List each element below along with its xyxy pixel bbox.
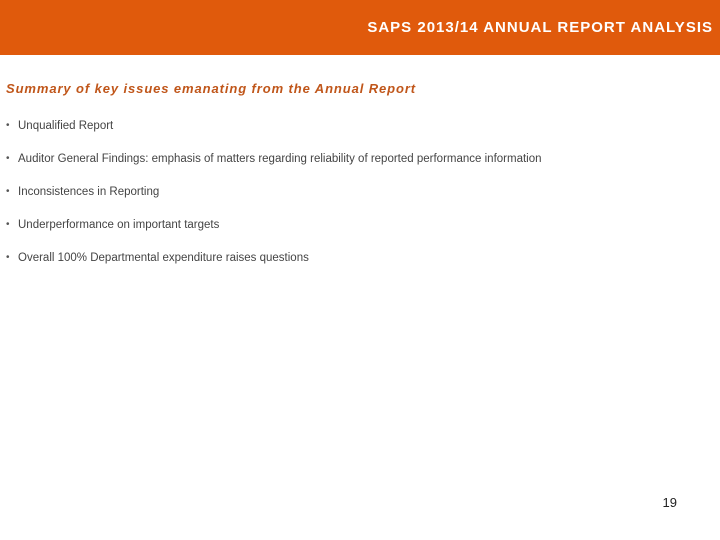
list-item-text: Unqualified Report (18, 120, 114, 132)
bullet-icon: • (6, 219, 10, 230)
list-item (6, 120, 706, 153)
bullet-icon: • (6, 252, 10, 263)
list-item (6, 252, 706, 285)
bullet-icon: • (6, 186, 10, 197)
list-item-text: Overall 100% Departmental expenditure raises questions (18, 252, 309, 264)
slide-title: SAPS 2013/14 ANNUAL REPORT ANALYSIS (367, 19, 713, 36)
list-item-text: Underperformance on important targets (18, 219, 220, 231)
list-item (6, 219, 706, 252)
list-item (6, 186, 706, 219)
slide-subtitle: Summary of key issues emanating from the Annual Report (6, 81, 417, 96)
bullet-icon: • (6, 120, 10, 131)
list-item-text: Auditor General Findings: emphasis of matters regarding reliability of reported performance information (18, 153, 542, 165)
list-item (6, 153, 706, 186)
key-issues-list (6, 120, 706, 285)
bullet-icon: • (6, 153, 10, 164)
header-bar (0, 0, 720, 55)
page-number: 19 (662, 495, 677, 510)
list-item-text: Inconsistences in Reporting (18, 186, 160, 198)
